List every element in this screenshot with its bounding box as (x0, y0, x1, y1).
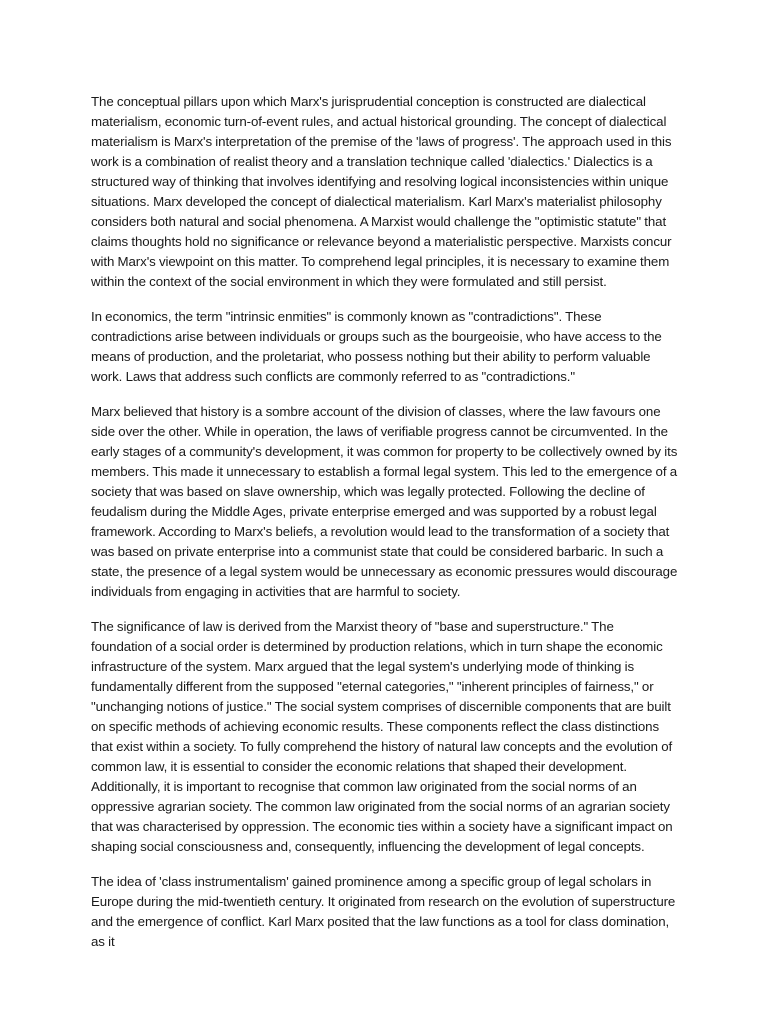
paragraph-class-history: Marx believed that history is a sombre account of the division of classes, where the law favours one side over the other. While in operation, the laws of verifiable progress cannot be circumvented. In the early stages of a community's development, it was common for property to be collectively owned by its members. This made it unnecessary to establish a formal legal system. This led to the emergence of a society that was based on slave ownership, which was legally protected. Following the decline of feudalism during the Middle Ages, private enterprise emerged and was supported by a robust legal framework. According to Marx's beliefs, a revolution would lead to the transformation of a society that was based on private enterprise into a communist state that could be considered barbaric. In such a state, the presence of a legal system would be unnecessary as economic pressures would discourage individuals from engaging in activities that are harmful to society. (91, 404, 678, 599)
paragraph-base-superstructure: The significance of law is derived from the Marxist theory of "base and superstructure." The foundation of a social order is determined by production relations, which in turn shape the economic infrastructure of the system. Marx argued that the legal system's underlying mode of thinking is fundamentally different from the supposed "eternal categories," "inherent principles of fairness," or "unchanging notions of justice." The social system comprises of discernible components that are built on specific methods of achieving economic results. These components reflect the class distinctions that exist within a society. To fully comprehend the history of natural law concepts and the evolution of common law, it is essential to consider the economic relations that shaped their development. Additionally, it is important to recognise that common law originated from the social norms of an oppressive agrarian society. The common law originated from the social norms of an agrarian society that was characterised by oppression. The economic ties within a society have a significant impact on shaping social consciousness and, consequently, influencing the development of legal concepts. (91, 619, 673, 854)
paragraph-dialectical-materialism: The conceptual pillars upon which Marx's jurisprudential conception is constructed are dialectical materialism, economic turn-of-event rules, and actual historical grounding. The concept of dialectical materialism is Marx's interpretation of the premise of the 'laws of progress'. The approach used in this work is a combination of realist theory and a translation technique called 'dialectics.' Dialectics is a structured way of thinking that involves identifying and resolving logical inconsistencies within unique situations. Marx developed the concept of dialectical materialism. Karl Marx's materialist philosophy considers both natural and social phenomena. A Marxist would challenge the "optimistic statute" that claims thoughts hold no significance or relevance beyond a materialistic perspective. Marxists concur with Marx's viewpoint on this matter. To comprehend legal principles, it is necessary to examine them within the context of the social environment in which they were formulated and still persist. (91, 94, 672, 289)
paragraph-contradictions: In economics, the term "intrinsic enmities" is commonly known as "contradictions". These contradictions arise between individuals or groups such as the bourgeoisie, who have access to the means of production, and the proletariat, who possess nothing but their ability to perform valuable work. Laws that address such conflicts are commonly referred to as "contradictions." (91, 309, 662, 384)
paragraph-class-instrumentalism: The idea of 'class instrumentalism' gained prominence among a specific group of legal scholars in Europe during the mid-twentieth century. It originated from research on the evolution of superstructure and the emergence of conflict. Karl Marx posited that the law functions as a tool for class domination, as it (91, 874, 676, 949)
